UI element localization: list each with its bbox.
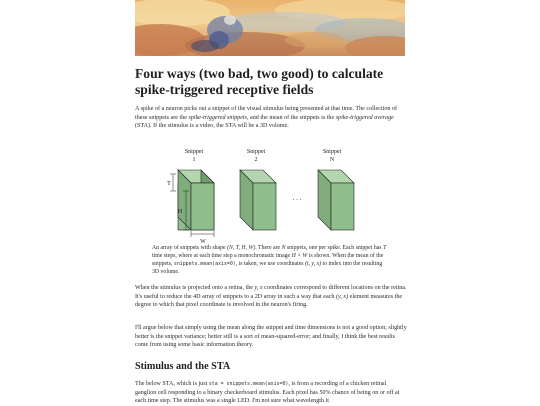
snippet-1-number: 1 xyxy=(192,157,196,163)
snippet-n-number: N xyxy=(329,157,335,163)
figure-caption: An array of snippets with shape (N, T, H, W). There are N snippets, one per spike. Each snippet has T time steps, where at each time step a monochromatic image H × W is shown. When the mean of the snippets, snippets.mean(axis=0), is taken, we use coordinates (t, y, x) to index into the resulting 3D volume. xyxy=(152,245,387,275)
snippet-boxes-diagram xyxy=(135,146,405,246)
ellipsis: . . . xyxy=(292,194,302,202)
snippet-1-label: Snippet xyxy=(184,149,204,155)
snippet-2-label: Snippet xyxy=(246,149,266,155)
snippets-figure xyxy=(135,146,405,246)
article-title: Four ways (two bad, two good) to calculate spike-triggered receptive fields xyxy=(135,66,384,97)
header-banner-image xyxy=(135,0,405,56)
sta-paragraph: The below STA, which is just sta = snippets.mean(axis=0), is from a recording of a chicken retinal ganglion cell responding to a binary checkerboard stimulus. Each pixel has 50% chance of being on or off at each time step. The stimulus was a single LED. I'm not sure what wavelength it xyxy=(135,381,400,405)
projection-paragraph: When the stimulus is projected onto a retina, the y, x coordinates correspond to different locations on the retina. It's useful to reduce the 4D array of snippets to a 2D array in such a way that each (y, x) element measures the degree to which that pixel coordinate is involved in the neuron's firing. xyxy=(135,285,407,309)
snippet-2-number: 2 xyxy=(254,157,258,163)
snippet-n-box xyxy=(318,170,354,230)
intro-paragraph: A spike of a neuron picks out a snippet of the visual stimulus being presented at that time. The collection of these snippets are the spike-triggered snippets, and the mean of the snippets is the spike-triggered average (STA). If the stimulus is a video, the STA will be a 3D volume. xyxy=(135,106,398,130)
dim-h-label: H xyxy=(177,209,183,215)
snippet-1-box xyxy=(178,170,214,230)
snippet-n-label: Snippet xyxy=(322,149,342,155)
section-heading-stimulus: Stimulus and the STA xyxy=(135,361,231,372)
watercolor-painting xyxy=(135,0,405,56)
dim-t-label: T xyxy=(167,181,171,187)
snippet-2-box xyxy=(240,170,276,230)
dim-w-label: W xyxy=(200,239,206,245)
argument-paragraph: I'll argue below that simply using the mean along the snippet and time dimensions is not a good option; slightly better is the snippet variance; better still is a sort of mean-squared-error; and finally, I think the best results come from using some basic information theory. xyxy=(135,325,407,349)
